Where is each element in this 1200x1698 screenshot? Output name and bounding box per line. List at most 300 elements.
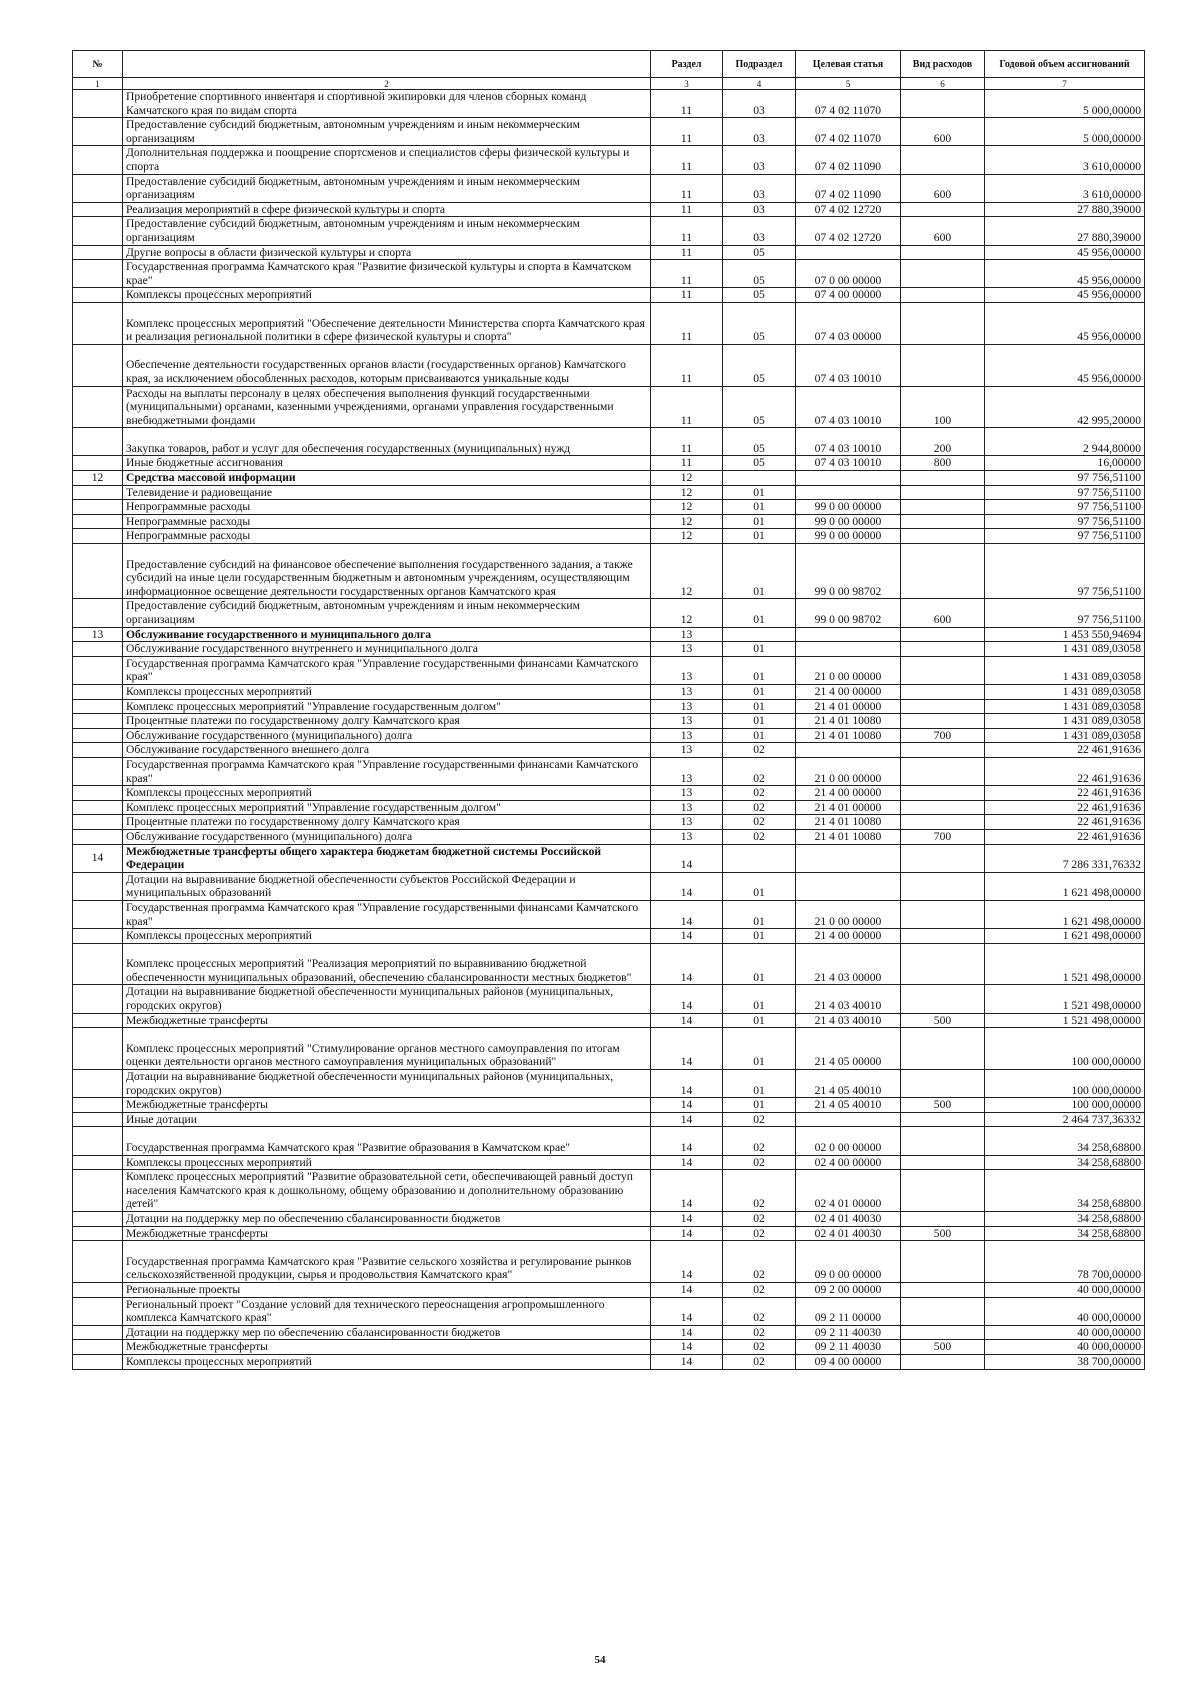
row-podrazdel: 02 [723,1241,796,1283]
row-name: Другие вопросы в области физической культуры и спорта [123,245,651,260]
table-row [73,485,1145,500]
row-name: Процентные платежи по государственному долгу Камчатского края [123,714,651,729]
row-razdel: 14 [651,1241,723,1283]
row-amount: 34 258,68800 [985,1226,1145,1241]
table-row [73,1340,1145,1355]
row-amount: 27 880,39000 [985,217,1145,245]
row-amount: 22 461,91636 [985,757,1145,785]
row-name: Средства массовой информации [123,471,651,486]
row-amount: 40 000,00000 [985,1297,1145,1325]
row-celevaya-statya: 09 2 11 40030 [796,1325,901,1340]
row-name: Комплексы процессных мероприятий [123,929,651,944]
row-name: Предоставление субсидий на финансовое обеспечение выполнения государственного задания, а также субсидий на иные цели государственным бюджетным и автономным учреждениям, осуществляющим информационное освещение деятельности государственных органов Камчатского края [123,544,651,599]
row-podrazdel: 02 [723,800,796,815]
row-amount: 97 756,51100 [985,529,1145,544]
row-name: Непрограммные расходы [123,529,651,544]
row-number [73,217,123,245]
row-razdel: 14 [651,1297,723,1325]
row-celevaya-statya [796,1112,901,1127]
row-amount: 22 461,91636 [985,815,1145,830]
row-razdel: 12 [651,599,723,627]
row-razdel: 11 [651,344,723,386]
row-name: Комплекс процессных мероприятий "Стимулирование органов местного самоуправления по итогам оценки деятельности органов местного самоуправления муниципальных образований" [123,1028,651,1070]
row-name: Расходы на выплаты персоналу в целях обеспечения выполнения функций государственными (муниципальными) органами, казенными учреждениями, органами управления государственными внебюджетными фондами [123,386,651,428]
row-podrazdel: 01 [723,656,796,684]
row-number [73,743,123,758]
table-row [73,800,1145,815]
row-celevaya-statya: 09 2 00 00000 [796,1283,901,1298]
row-amount: 97 756,51100 [985,514,1145,529]
row-amount: 1 431 089,03058 [985,685,1145,700]
table-row [73,642,1145,657]
row-name: Государственная программа Камчатского края "Управление государственными финансами Камчатского края" [123,900,651,928]
row-razdel: 14 [651,1170,723,1212]
row-name: Межбюджетные трансферты общего характера бюджетам бюджетной системы Российской Федерации [123,844,651,872]
table-row [73,1112,1145,1127]
row-celevaya-statya: 07 4 02 12720 [796,202,901,217]
row-celevaya-statya: 02 0 00 00000 [796,1127,901,1155]
row-number [73,1112,123,1127]
row-number [73,1127,123,1155]
col-number: 1 [73,78,123,90]
row-amount: 1 521 498,00000 [985,1013,1145,1028]
row-number [73,202,123,217]
row-podrazdel: 01 [723,685,796,700]
table-row [73,245,1145,260]
row-number [73,1283,123,1298]
row-vid-rashodov: 200 [901,428,985,456]
row-vid-rashodov [901,627,985,642]
row-name: Предоставление субсидий бюджетным, автономным учреждениям и иным некоммерческим организациям [123,599,651,627]
col-number: 6 [901,78,985,90]
row-number [73,1241,123,1283]
row-celevaya-statya: 99 0 00 98702 [796,599,901,627]
row-vid-rashodov [901,302,985,344]
table-row [73,428,1145,456]
row-razdel: 11 [651,302,723,344]
row-vid-rashodov [901,146,985,174]
row-celevaya-statya: 02 4 01 40030 [796,1212,901,1227]
row-podrazdel: 05 [723,260,796,288]
row-name: Процентные платежи по государственному долгу Камчатского края [123,815,651,830]
row-celevaya-statya: 07 4 02 11070 [796,118,901,146]
table-row [73,302,1145,344]
row-number [73,728,123,743]
row-razdel: 13 [651,714,723,729]
table-row [73,471,1145,486]
table-row [73,929,1145,944]
row-number [73,599,123,627]
row-razdel: 12 [651,471,723,486]
row-podrazdel: 03 [723,217,796,245]
row-vid-rashodov: 700 [901,829,985,844]
budget-table-sheet [72,50,1144,1370]
row-vid-rashodov [901,471,985,486]
row-amount: 1 521 498,00000 [985,943,1145,985]
row-razdel: 14 [651,1340,723,1355]
row-number [73,985,123,1013]
row-podrazdel: 02 [723,743,796,758]
row-amount: 97 756,51100 [985,599,1145,627]
row-number [73,118,123,146]
row-celevaya-statya: 07 4 03 10010 [796,344,901,386]
row-number [73,1028,123,1070]
table-row [73,1354,1145,1369]
row-name: Дотации на поддержку мер по обеспечению сбалансированности бюджетов [123,1325,651,1340]
row-celevaya-statya [796,471,901,486]
row-number [73,1013,123,1028]
row-celevaya-statya [796,642,901,657]
row-name: Комплекс процессных мероприятий "Развитие образовательной сети, обеспечивающей равный доступ населения Камчатского края к дошкольному, общему образованию и дополнительному образованию детей" [123,1170,651,1212]
row-celevaya-statya: 21 4 00 00000 [796,685,901,700]
row-amount: 27 880,39000 [985,202,1145,217]
row-podrazdel: 03 [723,90,796,118]
row-podrazdel: 01 [723,514,796,529]
table-row [73,260,1145,288]
row-vid-rashodov [901,288,985,303]
row-name: Предоставление субсидий бюджетным, автономным учреждениям и иным некоммерческим организациям [123,118,651,146]
row-celevaya-statya: 07 4 02 12720 [796,217,901,245]
row-amount: 2 464 737,36332 [985,1112,1145,1127]
row-name: Межбюджетные трансферты [123,1013,651,1028]
row-number [73,1226,123,1241]
row-number [73,872,123,900]
row-razdel: 12 [651,544,723,599]
row-number [73,786,123,801]
row-celevaya-statya: 21 0 00 00000 [796,656,901,684]
row-amount: 97 756,51100 [985,485,1145,500]
table-row [73,872,1145,900]
row-podrazdel: 01 [723,872,796,900]
row-name: Обслуживание государственного (муниципального) долга [123,829,651,844]
row-podrazdel: 02 [723,1283,796,1298]
row-razdel: 14 [651,1013,723,1028]
table-row [73,985,1145,1013]
row-razdel: 11 [651,428,723,456]
row-razdel: 14 [651,1155,723,1170]
row-amount: 40 000,00000 [985,1340,1145,1355]
row-number [73,260,123,288]
table-row [73,844,1145,872]
row-podrazdel: 02 [723,1354,796,1369]
table-row [73,1155,1145,1170]
row-vid-rashodov [901,1212,985,1227]
row-razdel: 13 [651,642,723,657]
table-row [73,1283,1145,1298]
row-podrazdel: 01 [723,985,796,1013]
row-podrazdel: 02 [723,1112,796,1127]
row-number [73,245,123,260]
col-number: 2 [123,78,651,90]
row-name: Межбюджетные трансферты [123,1340,651,1355]
row-celevaya-statya: 21 4 05 40010 [796,1098,901,1113]
row-podrazdel: 02 [723,1170,796,1212]
table-row [73,900,1145,928]
row-number [73,174,123,202]
row-podrazdel: 01 [723,599,796,627]
table-row [73,1098,1145,1113]
row-vid-rashodov [901,544,985,599]
row-vid-rashodov [901,245,985,260]
row-razdel: 12 [651,500,723,515]
row-celevaya-statya [796,844,901,872]
row-amount: 1 431 089,03058 [985,642,1145,657]
table-row [73,786,1145,801]
table-row [73,544,1145,599]
row-razdel: 11 [651,260,723,288]
row-vid-rashodov [901,344,985,386]
table-row [73,529,1145,544]
table-header [73,51,1145,90]
row-celevaya-statya [796,245,901,260]
row-name: Закупка товаров, работ и услуг для обеспечения государственных (муниципальных) нужд [123,428,651,456]
row-podrazdel: 02 [723,1325,796,1340]
row-vid-rashodov [901,1241,985,1283]
row-vid-rashodov [901,1283,985,1298]
row-razdel: 13 [651,656,723,684]
row-celevaya-statya: 07 4 00 00000 [796,288,901,303]
row-vid-rashodov [901,1070,985,1098]
row-amount: 3 610,00000 [985,174,1145,202]
row-podrazdel: 01 [723,728,796,743]
row-celevaya-statya: 07 4 03 10010 [796,386,901,428]
row-name: Государственная программа Камчатского края "Развитие физической культуры и спорта в Камчатском крае" [123,260,651,288]
table-row [73,202,1145,217]
col-number: 5 [796,78,901,90]
row-name: Дотации на выравнивание бюджетной обеспеченности муниципальных районов (муниципальных, городских округов) [123,1070,651,1098]
row-name: Иные бюджетные ассигнования [123,456,651,471]
row-vid-rashodov: 600 [901,599,985,627]
row-vid-rashodov [901,202,985,217]
row-celevaya-statya: 07 4 02 11090 [796,146,901,174]
row-vid-rashodov [901,1028,985,1070]
row-celevaya-statya: 21 4 01 10080 [796,728,901,743]
row-amount: 45 956,00000 [985,260,1145,288]
row-name: Межбюджетные трансферты [123,1098,651,1113]
row-vid-rashodov [901,1155,985,1170]
row-amount: 34 258,68800 [985,1127,1145,1155]
row-razdel: 14 [651,900,723,928]
row-vid-rashodov [901,743,985,758]
row-podrazdel: 01 [723,699,796,714]
row-number: 12 [73,471,123,486]
row-podrazdel: 02 [723,829,796,844]
row-number [73,1297,123,1325]
row-amount: 1 453 550,94694 [985,627,1145,642]
row-razdel: 11 [651,245,723,260]
row-celevaya-statya: 21 4 01 00000 [796,699,901,714]
row-celevaya-statya [796,627,901,642]
row-celevaya-statya: 21 4 05 40010 [796,1070,901,1098]
row-name: Региональный проект "Создание условий для технического переоснащения агропромышленного комплекса Камчатского края" [123,1297,651,1325]
table-row [73,943,1145,985]
row-razdel: 13 [651,786,723,801]
row-podrazdel: 02 [723,757,796,785]
row-vid-rashodov [901,786,985,801]
table-row [73,1028,1145,1070]
row-celevaya-statya: 21 4 01 10080 [796,815,901,830]
header-no: № [73,51,123,78]
row-number [73,485,123,500]
row-razdel: 13 [651,699,723,714]
row-razdel: 13 [651,743,723,758]
row-vid-rashodov: 500 [901,1340,985,1355]
row-number [73,800,123,815]
row-amount: 97 756,51100 [985,471,1145,486]
row-amount: 1 431 089,03058 [985,656,1145,684]
col-number: 3 [651,78,723,90]
row-vid-rashodov [901,1112,985,1127]
row-razdel: 12 [651,485,723,500]
row-number [73,714,123,729]
row-celevaya-statya: 07 4 03 00000 [796,302,901,344]
table-row [73,599,1145,627]
row-celevaya-statya: 02 4 01 00000 [796,1170,901,1212]
table-row [73,90,1145,118]
row-amount: 22 461,91636 [985,800,1145,815]
row-name: Комплекс процессных мероприятий "Обеспечение деятельности Министерства спорта Камчатского края и реализация региональной политики в сфере физической культуры и спорта" [123,302,651,344]
row-vid-rashodov [901,1325,985,1340]
row-vid-rashodov: 700 [901,728,985,743]
row-number [73,529,123,544]
table-row [73,456,1145,471]
row-celevaya-statya: 07 4 03 10010 [796,428,901,456]
row-name: Обслуживание государственного (муниципального) долга [123,728,651,743]
table-row [73,714,1145,729]
row-amount: 5 000,00000 [985,118,1145,146]
row-podrazdel: 02 [723,815,796,830]
row-podrazdel: 05 [723,456,796,471]
table-row [73,1297,1145,1325]
row-amount: 38 700,00000 [985,1354,1145,1369]
row-number [73,1212,123,1227]
row-razdel: 11 [651,90,723,118]
row-name: Телевидение и радиовещание [123,485,651,500]
table-row [73,1226,1145,1241]
table-row [73,1212,1145,1227]
row-number [73,146,123,174]
header-vid-rashodov: Вид расходов [901,51,985,78]
row-vid-rashodov: 600 [901,174,985,202]
row-number: 14 [73,844,123,872]
row-podrazdel: 01 [723,1013,796,1028]
table-row [73,174,1145,202]
row-name: Предоставление субсидий бюджетным, автономным учреждениям и иным некоммерческим организациям [123,217,651,245]
row-name: Государственная программа Камчатского края "Развитие сельского хозяйства и регулирование рынков сельскохозяйственной продукции, сырья и продовольствия Камчатского края" [123,1241,651,1283]
header-celevaya-statya: Целевая статья [796,51,901,78]
row-podrazdel: 02 [723,1155,796,1170]
row-number [73,514,123,529]
row-vid-rashodov [901,985,985,1013]
row-celevaya-statya: 09 0 00 00000 [796,1241,901,1283]
row-amount: 34 258,68800 [985,1155,1145,1170]
table-row [73,1241,1145,1283]
row-name: Дотации на поддержку мер по обеспечению сбалансированности бюджетов [123,1212,651,1227]
row-podrazdel: 01 [723,943,796,985]
row-vid-rashodov [901,90,985,118]
row-number [73,428,123,456]
row-razdel: 11 [651,202,723,217]
row-vid-rashodov [901,1127,985,1155]
row-podrazdel: 05 [723,428,796,456]
row-amount: 22 461,91636 [985,786,1145,801]
row-vid-rashodov: 500 [901,1226,985,1241]
table-row [73,757,1145,785]
row-vid-rashodov [901,500,985,515]
row-name: Государственная программа Камчатского края "Развитие образования в Камчатском крае" [123,1127,651,1155]
row-number [73,829,123,844]
table-row [73,728,1145,743]
row-number [73,943,123,985]
row-razdel: 14 [651,1127,723,1155]
table-body [73,90,1145,1370]
row-name: Приобретение спортивного инвентаря и спортивной экипировки для членов сборных команд Камчатского края по видам спорта [123,90,651,118]
header-name [123,51,651,78]
row-amount: 34 258,68800 [985,1170,1145,1212]
row-vid-rashodov: 500 [901,1098,985,1113]
row-podrazdel: 01 [723,714,796,729]
col-number: 4 [723,78,796,90]
row-number [73,1340,123,1355]
row-razdel: 14 [651,943,723,985]
row-podrazdel: 02 [723,1212,796,1227]
row-number [73,344,123,386]
table-row [73,699,1145,714]
row-podrazdel: 01 [723,1070,796,1098]
row-vid-rashodov [901,929,985,944]
row-amount: 40 000,00000 [985,1283,1145,1298]
header-razdel: Раздел [651,51,723,78]
row-number [73,900,123,928]
row-name: Дополнительная поддержка и поощрение спортсменов и специалистов сферы физической культуры и спорта [123,146,651,174]
row-celevaya-statya: 99 0 00 00000 [796,514,901,529]
row-razdel: 13 [651,627,723,642]
table-row [73,685,1145,700]
table-row [73,627,1145,642]
row-number [73,1325,123,1340]
row-razdel: 12 [651,529,723,544]
row-celevaya-statya: 21 4 00 00000 [796,929,901,944]
row-vid-rashodov [901,815,985,830]
row-razdel: 14 [651,1212,723,1227]
row-razdel: 14 [651,1226,723,1241]
row-celevaya-statya: 99 0 00 00000 [796,500,901,515]
row-amount: 34 258,68800 [985,1212,1145,1227]
row-name: Государственная программа Камчатского края "Управление государственными финансами Камчатского края" [123,757,651,785]
row-name: Дотации на выравнивание бюджетной обеспеченности субъектов Российской Федерации и муниципальных образований [123,872,651,900]
row-amount: 1 431 089,03058 [985,728,1145,743]
row-name: Комплексы процессных мероприятий [123,1155,651,1170]
row-celevaya-statya: 09 4 00 00000 [796,1354,901,1369]
row-vid-rashodov: 800 [901,456,985,471]
row-amount: 1 621 498,00000 [985,929,1145,944]
row-name: Непрограммные расходы [123,500,651,515]
row-vid-rashodov [901,757,985,785]
row-vid-rashodov: 600 [901,217,985,245]
row-vid-rashodov [901,642,985,657]
row-celevaya-statya: 02 4 01 40030 [796,1226,901,1241]
row-razdel: 11 [651,217,723,245]
row-razdel: 14 [651,844,723,872]
row-podrazdel: 01 [723,1098,796,1113]
row-amount: 7 286 331,76332 [985,844,1145,872]
row-vid-rashodov [901,1297,985,1325]
row-celevaya-statya [796,872,901,900]
row-amount: 1 621 498,00000 [985,872,1145,900]
table-row [73,1325,1145,1340]
row-vid-rashodov [901,800,985,815]
row-vid-rashodov: 500 [901,1013,985,1028]
